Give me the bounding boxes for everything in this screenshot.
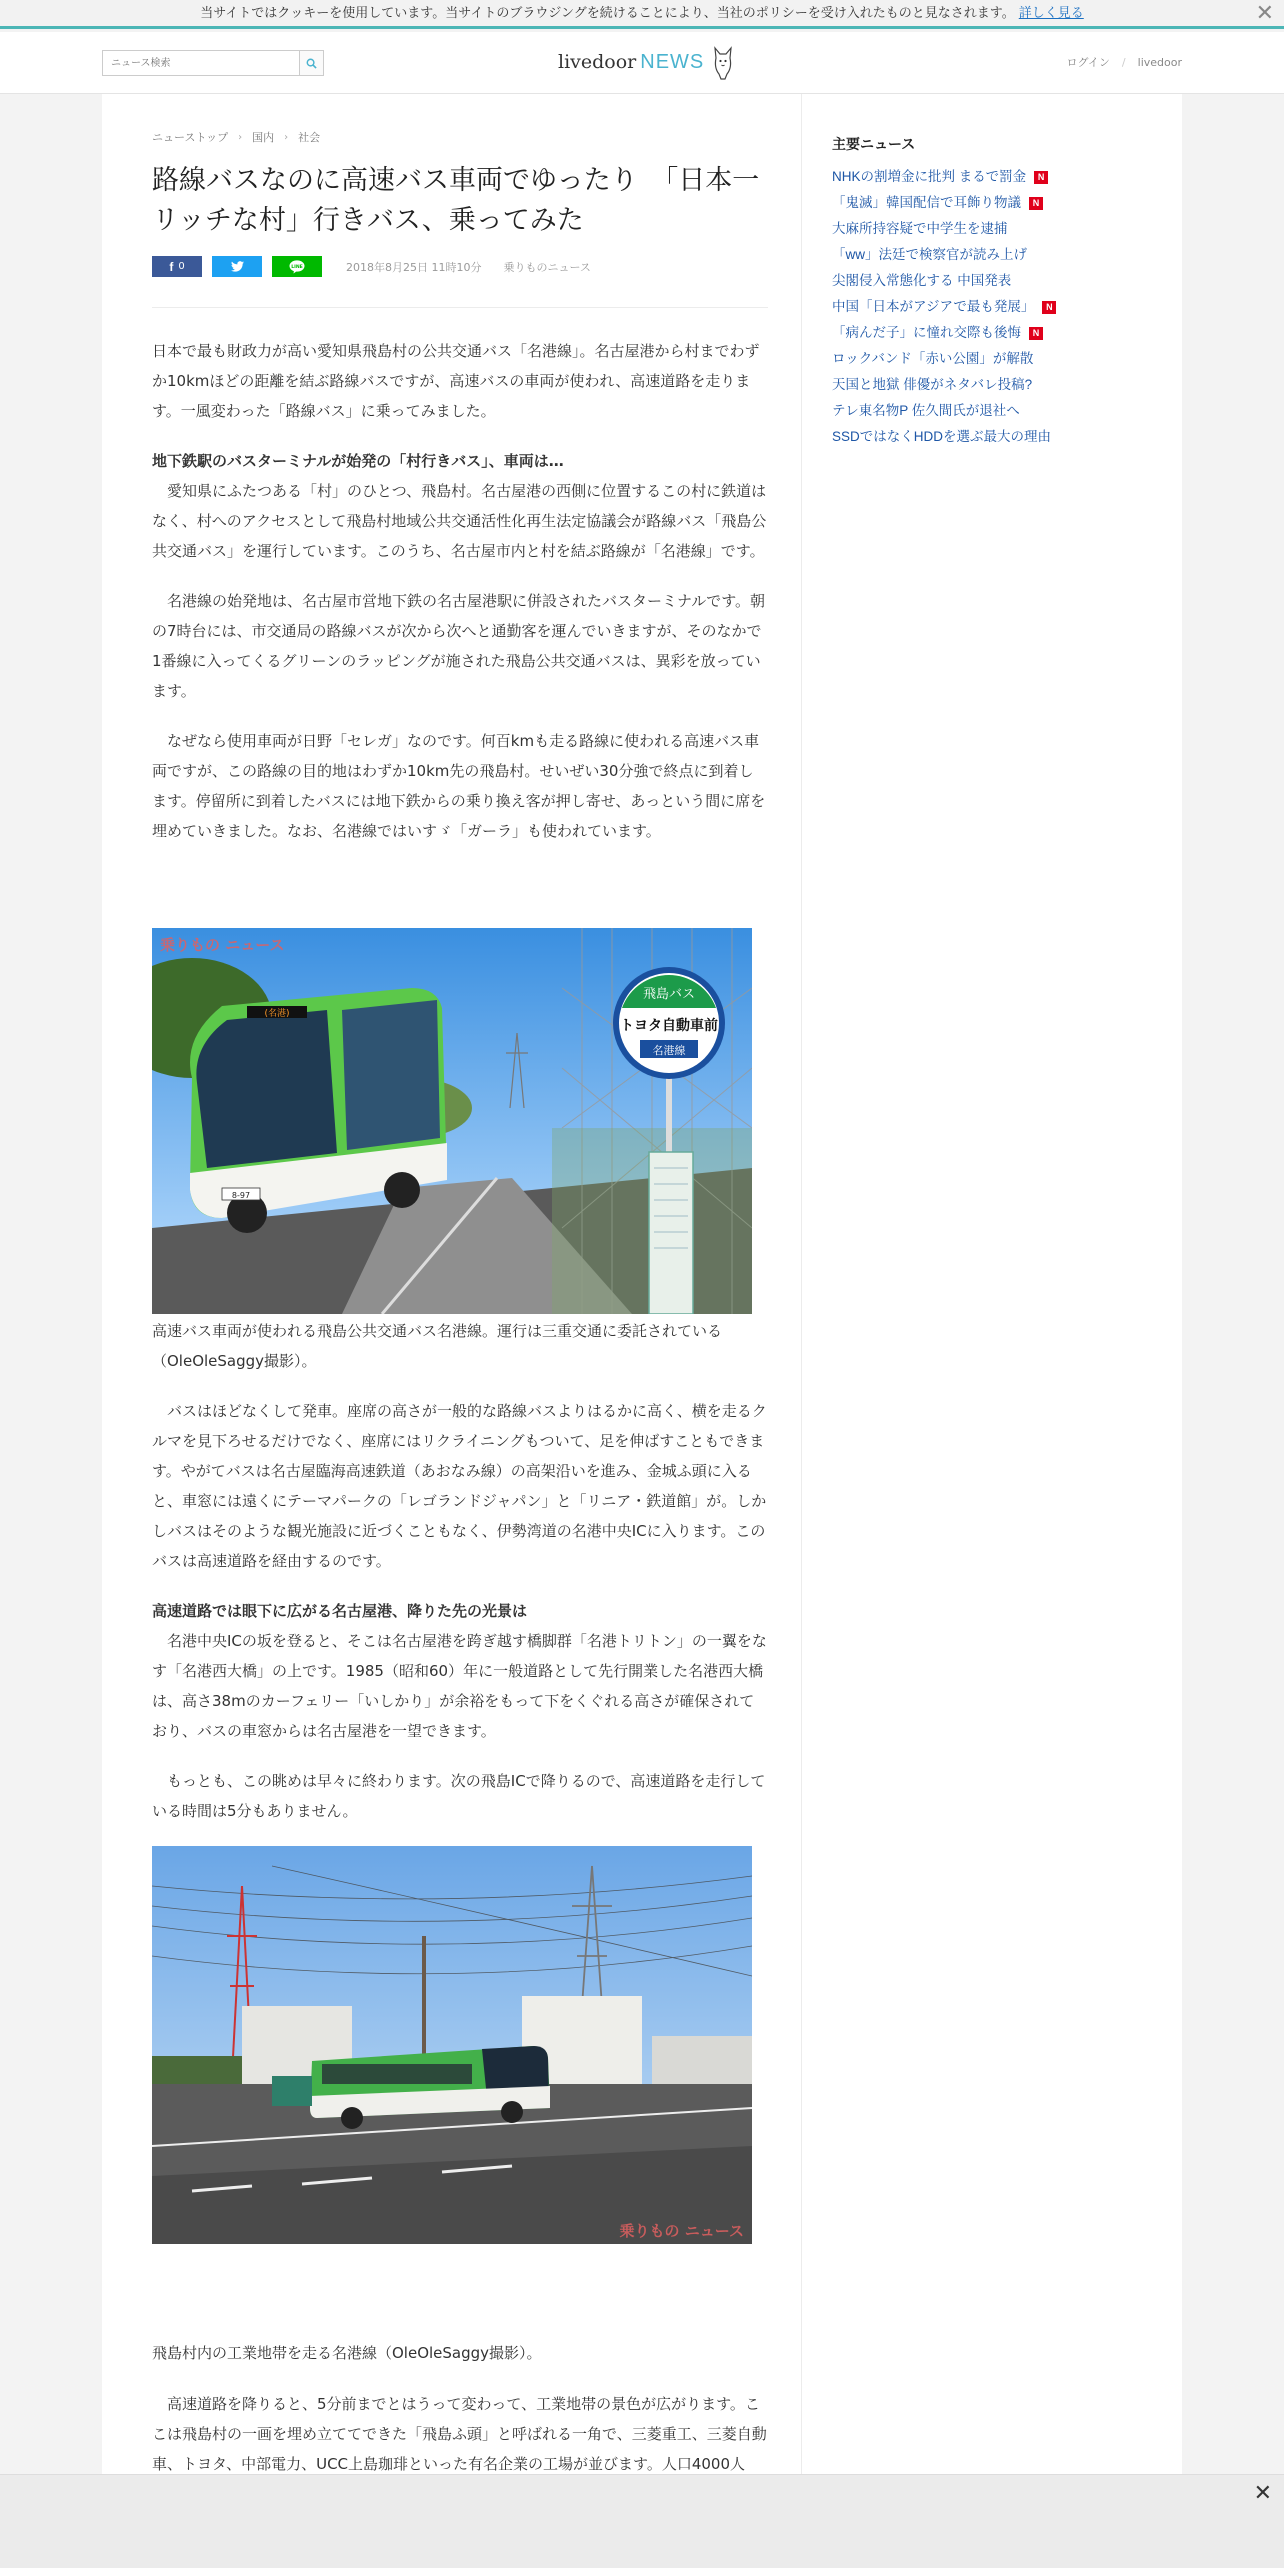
bus-stop-sign-top: 飛島バス xyxy=(642,987,696,1002)
site-logo[interactable] xyxy=(558,42,734,82)
login-link[interactable]: ログイン xyxy=(1066,56,1110,69)
section-heading-1: 地下鉄駅のバスターミナルが始発の「村行きバス」、車両は… xyxy=(152,452,564,470)
bus-stop-sign-name: トヨタ自動車前 xyxy=(620,1018,718,1034)
sidebar-news-link[interactable]: NHKの割増金に批判 まるで罰金 xyxy=(832,169,1027,184)
line-icon xyxy=(289,260,305,274)
sidebar-news-link[interactable]: 中国「日本がアジアで最も発展」 xyxy=(832,299,1035,314)
sidebar-news-item[interactable] xyxy=(832,268,1056,294)
paragraph: 愛知県にふたつある「村」のひとつ、飛島村。名古屋港の西側に位置するこの村に鉄道はなく、村へのアクセスとして飛島村地域公共交通活性化再生法定協議会が路線バス「飛島公共交通バス」を運行しています。このうち、名古屋市内と村を結ぶ路線が「名港線」です。 xyxy=(152,482,767,560)
livedoor-link[interactable]: livedoor xyxy=(1137,55,1182,69)
line-share-button[interactable] xyxy=(272,256,322,277)
share-row xyxy=(152,256,591,277)
search-box xyxy=(102,50,324,76)
divider xyxy=(152,307,768,308)
bus-stop-photo xyxy=(152,928,752,1314)
cookie-close-icon[interactable]: ✕ xyxy=(1255,1,1274,26)
article-date: 2018年8月25日 11時10分 xyxy=(346,260,482,274)
sidebar-news-link[interactable]: ロックバンド「赤い公園」が解散 xyxy=(832,351,1034,366)
main-column xyxy=(102,94,802,2474)
breadcrumb-item-society[interactable]: 社会 xyxy=(298,131,321,144)
paragraph: なぜなら使用車両が日野「セレガ」なのです。何百kmも走る路線に使われる高速バス車両ですが、この路線の目的地はわずか10km先の飛島村。せいぜい30分強で終点に到着します。停留所に到着したバスには地下鉄からの乗り換え客が押し寄せ、あっという間に席を埋めていきました。なお、名港線ではいすゞ「ガーラ」も使われています。 xyxy=(152,732,766,840)
sidebar-news-item[interactable] xyxy=(832,346,1056,372)
sidebar-news-link[interactable]: 天国と地獄 俳優がネタバレ投稿? xyxy=(832,377,1033,392)
article-body-1 xyxy=(152,336,768,846)
header-separator: / xyxy=(1121,55,1126,69)
sidebar-news-item[interactable] xyxy=(832,294,1056,320)
sidebar-news-item[interactable] xyxy=(832,398,1056,424)
photo-watermark: 乗りもの ニュース xyxy=(619,2222,744,2240)
close-icon[interactable]: ✕ xyxy=(1253,2481,1272,2506)
sidebar-news-link[interactable]: テレ東名物P 佐久間氏が退社へ xyxy=(832,403,1020,418)
search-input[interactable] xyxy=(103,52,299,76)
sidebar-news-item[interactable] xyxy=(832,164,1056,190)
sidebar-news-item[interactable] xyxy=(832,216,1056,242)
sidebar-news-link[interactable]: 「鬼滅」韓国配信で耳飾り物議 xyxy=(832,195,1021,210)
section-heading-2: 高速道路では眼下に広がる名古屋港、降りた先の光景は xyxy=(152,1602,528,1620)
breadcrumb-item-top[interactable]: ニューストップ xyxy=(152,131,229,144)
breadcrumb-item-domestic[interactable]: 国内 xyxy=(252,131,275,144)
twitter-share-button[interactable] xyxy=(212,256,262,277)
site-header xyxy=(0,32,1284,94)
sidebar-news-link[interactable]: SSDではなくHDDを選ぶ最大の理由 xyxy=(832,429,1052,444)
chevron-right-icon: › xyxy=(284,131,289,143)
bottom-ad-bar xyxy=(0,2474,1284,2568)
search-button[interactable] xyxy=(299,51,323,75)
new-badge: N xyxy=(1029,327,1043,340)
logo-livedoor: livedoor xyxy=(558,51,637,73)
sidebar-title: 主要ニュース xyxy=(832,136,916,152)
logo-news: NEWS xyxy=(640,50,705,73)
new-badge: N xyxy=(1042,301,1056,314)
facebook-share-count: 0 xyxy=(178,261,185,272)
sidebar-news-item[interactable] xyxy=(832,190,1056,216)
breadcrumb xyxy=(152,129,320,145)
sidebar-news-item[interactable] xyxy=(832,372,1056,398)
sidebar-news-item[interactable] xyxy=(832,320,1056,346)
sidebar-news-link[interactable]: 「ww」法廷で検察官が読み上げ xyxy=(832,247,1027,262)
chevron-right-icon: › xyxy=(238,131,243,143)
sidebar-news-link[interactable]: 尖閣侵入常態化する 中国発表 xyxy=(832,273,1012,288)
new-badge: N xyxy=(1034,171,1048,184)
new-badge: N xyxy=(1029,197,1043,210)
paragraph: バスはほどなくして発車。座席の高さが一般的な路線バスよりはるかに高く、横を走るクルマを見下ろせるだけでなく、座席にはリクライニングもついて、足を伸ばすこともできます。やがてバスは名古屋臨海高速鉄道（あおなみ線）の高架沿いを進み、金城ふ頭に入ると、車窓には遠くにテーマパークの「レゴランドジャパン」と「リニア・鉄道館」が。しかしバスはそのような観光施設に近づくこともなく、伊勢湾道の名港中央ICに入ります。このバスは高速道路を経由するのです。 xyxy=(152,1402,767,1570)
article-meta xyxy=(346,259,591,275)
article-photo-bus-stop xyxy=(152,928,752,1314)
article-title: 路線バスなのに高速バス車両でゆったり 「日本一リッチな村」行きバス、乗ってみた xyxy=(152,165,760,235)
header-links xyxy=(1066,54,1182,70)
lead-paragraph: 日本で最も財政力が高い愛知県飛島村の公共交通バス「名港線」。名古屋港から村までわずか10kmほどの距離を結ぶ路線バスですが、高速バスの車両が使われ、高速道路を走ります。一風変わった「路線バス」に乗ってみました。 xyxy=(152,342,760,420)
paragraph: 名港中央ICの坂を登ると、そこは名古屋港を跨ぎ越す橋脚群「名港トリトン」の一翼をなす「名港西大橋」の上です。1985（昭和60）年に一般道路として先行開業した名港西大橋は、高さ38mのカーフェリー「いしかり」が余裕をもって下をくぐれる高さが確保されており、バスの車窓からは名古屋港を一望できます。 xyxy=(152,1632,767,1740)
sidebar-news-item[interactable] xyxy=(832,424,1056,450)
bus-stop-sign-route: 名港線 xyxy=(652,1044,686,1057)
sidebar-news-item[interactable] xyxy=(832,242,1056,268)
cookie-more-link[interactable]: 詳しく見る xyxy=(1018,6,1084,21)
paragraph: 名港線の始発地は、名古屋市営地下鉄の名古屋港駅に併設されたバスターミナルです。朝の7時台には、市交通局の路線バスが次から次へと通勤客を運んでいきますが、そのなかで1番線に入ってくるグリーンのラッピングが施された飛島公共交通バスは、異彩を放っています。 xyxy=(152,592,766,700)
cookie-message: 当サイトではクッキーを使用しています。当サイトのブラウジングを続けることにより、当社のポリシーを受け入れたものと見なされます。 xyxy=(200,6,1015,21)
paragraph: 高速道路を降りると、5分前までとはうって変わって、工業地帯の景色が広がります。ここは飛島村の一画を埋め立ててできた「飛島ふ頭」と呼ばれる一角で、三菱重工、三菱自動車、トヨタ、中部電力、UCC上島珈琲といった有名企業の工場が並びます。人口4000人 xyxy=(152,2395,767,2473)
cookie-banner xyxy=(0,0,1284,29)
facebook-icon: f xyxy=(169,259,174,274)
facebook-share-button[interactable] xyxy=(152,256,202,277)
article-source[interactable]: 乗りものニュース xyxy=(503,260,591,274)
top-news-list xyxy=(832,164,1056,450)
svg-text:8-97: 8-97 xyxy=(231,1191,251,1200)
svg-text:(名港): (名港) xyxy=(264,1009,290,1019)
page-container xyxy=(102,94,1182,2474)
sidebar-news-link[interactable]: 大麻所持容疑で中学生を逮捕 xyxy=(832,221,1008,236)
search-icon xyxy=(306,58,317,69)
photo-watermark: 乗りもの ニュース xyxy=(160,936,285,954)
twitter-icon xyxy=(231,261,244,272)
sidebar-news-link[interactable]: 「病んだ子」に憧れ交際も後悔 xyxy=(832,325,1021,340)
photo-caption-2: 飛島村内の工業地帯を走る名港線（OleOleSaggy撮影）。 xyxy=(152,2344,542,2362)
mascot-icon xyxy=(712,44,734,80)
industrial-road-photo xyxy=(152,1846,752,2244)
svg-text:LINE: LINE xyxy=(291,264,303,270)
paragraph: もっとも、この眺めは早々に終わります。次の飛島ICで降りるので、高速道路を走行している時間は5分もありません。 xyxy=(152,1772,766,1820)
photo-caption-1: 高速バス車両が使われる飛島公共交通バス名港線。運行は三重交通に委託されている（OleOleSaggy撮影）。 xyxy=(152,1322,723,1370)
article-photo-industrial xyxy=(152,1846,752,2244)
article-body-2 xyxy=(152,1396,768,1826)
